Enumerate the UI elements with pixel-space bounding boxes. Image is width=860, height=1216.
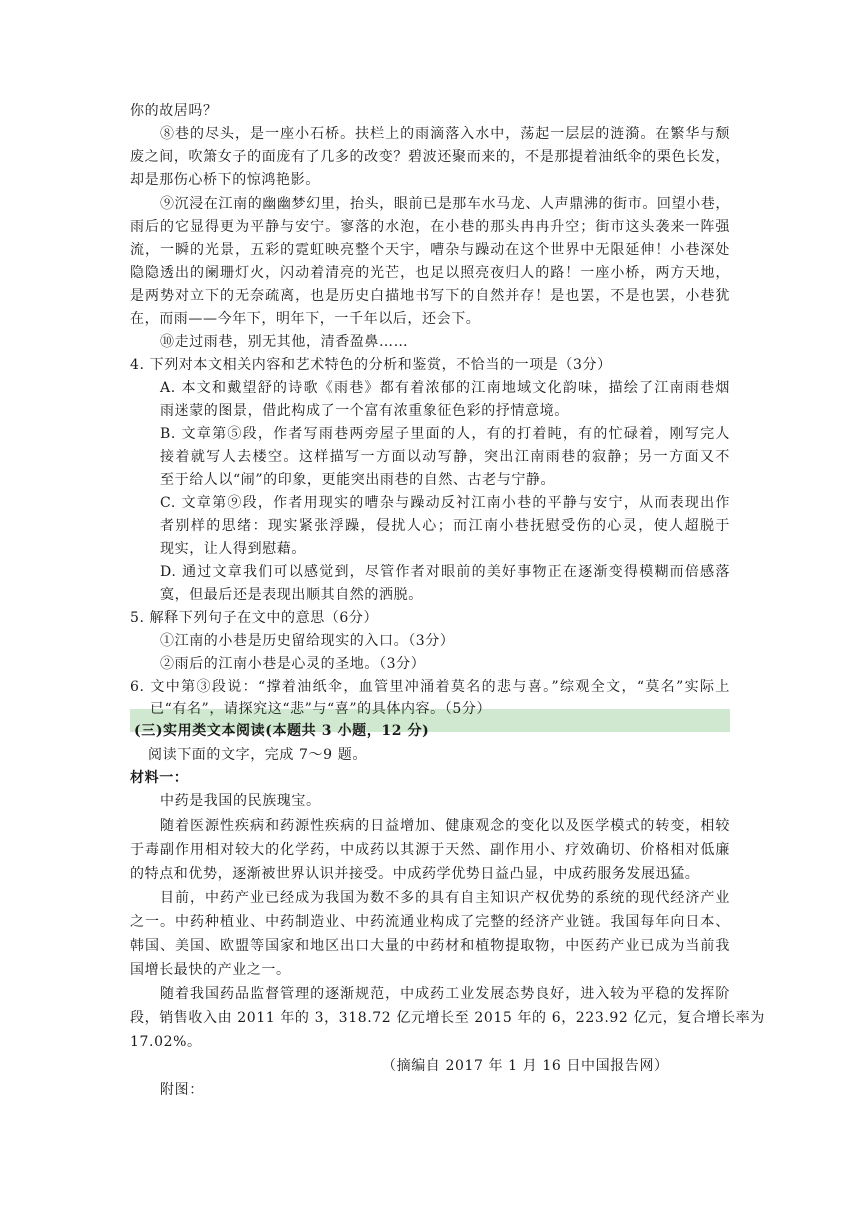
paragraph-9-line: 是两势对立下的无奈疏离，也是历史白描地书写下的自然并存！是也罢，不是也罢，小巷犹 <box>130 288 730 304</box>
paragraph-9-line: 雨后的它显得更为平静与安宁。寥落的水泡，在小巷的那头冉冉升空；街市这头袭来一阵强 <box>130 219 730 235</box>
paragraph-10-line: ⑩走过雨巷，别无其他，清香盈鼻…… <box>160 334 409 350</box>
text-line: 你的故居吗？ <box>130 103 218 119</box>
paragraph-9-line: ⑨沉浸在江南的幽幽梦幻里，抬头，眼前已是那车水马龙、人声鼎沸的街市。回望小巷， <box>160 196 730 212</box>
option-d-line: D. 通过文章我们可以感觉到，尽管作者对眼前的美好事物正在逐渐变得模糊而倍感落 <box>160 564 730 580</box>
material-label: 材料一： <box>130 770 189 786</box>
option-b-line: 至于给人以“闹”的印象，更能突出雨巷的自然、古老与宁静。 <box>160 472 556 488</box>
option-d-line: 寞，但最后还是表现出顺其自然的洒脱。 <box>160 587 423 603</box>
material-line: 目前，中药产业已经成为我国为数不多的具有自主知识产权优势的系统的现代经济产业 <box>160 890 730 906</box>
option-b-line: 接着就写人去楼空。这样描写一方面以动写静，突出江南雨巷的寂静；另一方面又不 <box>160 449 730 465</box>
material-line: 随着医源性疾病和药源性疾病的日益增加、健康观念的变化以及医学模式的转变，相较 <box>160 818 730 834</box>
material-line: 中药是我国的民族瑰宝。 <box>160 793 321 809</box>
option-c-line: C. 文章第⑨段，作者用现实的嘈杂与躁动反衬江南小巷的平静与安宁，从而表现出作 <box>160 495 730 511</box>
option-b-line: B. 文章第⑤段，作者写雨巷两旁屋子里面的人，有的打着盹，有的忙碌着，刚写完人 <box>160 426 730 442</box>
option-c-line: 者别样的思绪：现实紧张浮躁，侵扰人心；而江南小巷抚慰受伤的心灵，使人超脱于 <box>160 518 730 534</box>
material-line: 段，销售收入由 2011 年的 3，318.72 亿元增长至 2015 年的 6，223.92 亿元，复合增长率为 <box>130 1010 765 1026</box>
question-4-title: 4. 下列对本文相关内容和艺术特色的分析和鉴赏，不恰当的一项是（3分） <box>130 357 612 373</box>
option-a-line: 雨迷蒙的图景，借此构成了一个富有浓重象征色彩的抒情意境。 <box>160 403 569 419</box>
material-line: 之一。中药种植业、中药制造业、中药流通业构成了完整的经济产业链。我国每年向日本、 <box>130 914 730 930</box>
question-5-item: ①江南的小巷是历史留给现实的入口。（3分） <box>160 633 455 649</box>
material-line: 17.02%。 <box>130 1034 202 1050</box>
paragraph-9-line: 在，而雨——今年下，明年下，一千年以后，还会下。 <box>130 311 481 327</box>
figure-label: 附图： <box>160 1082 204 1098</box>
paragraph-8-line: 废之间，吹箫女子的面庞有了几多的改变？碧波还聚而来的，不是那提着油纸伞的栗色长发， <box>130 149 730 165</box>
material-line: 国增长最快的产业之一。 <box>130 962 291 978</box>
reading-instruction: 阅读下面的文字，完成 7～9 题。 <box>148 747 367 763</box>
section-heading: (三)实用类文本阅读(本题共 3 小题，12 分) <box>134 723 430 739</box>
question-6-line: 已“有名”，请探究这“悲”与“喜”的具体内容。（5分） <box>150 701 492 717</box>
source-citation: （摘编自 2017 年 1 月 16 日中国报告网） <box>382 1058 669 1074</box>
question-5-item: ②雨后的江南小巷是心灵的圣地。（3分） <box>160 656 426 672</box>
paragraph-8-line: 却是那伤心桥下的惊鸿艳影。 <box>130 172 320 188</box>
option-c-line: 现实，让人得到慰藉。 <box>160 541 306 557</box>
paragraph-9-line: 流，一瞬的光景，五彩的霓虹映亮整个天宇，嘈杂与躁动在这个世界中无限延伸！小巷深处 <box>130 242 730 258</box>
paragraph-8-line: ⑧巷的尽头，是一座小石桥。扶栏上的雨滴落入水中，荡起一层层的涟漪。在繁华与颓 <box>160 126 730 142</box>
question-6-line: 6. 文中第③段说：“撑着油纸伞，血管里冲涌着莫名的悲与喜。”综观全文，“莫名”实际上 <box>130 679 730 695</box>
material-line: 于毒副作用相对较大的化学药，中成药以其源于天然、副作用小、疗效确切、价格相对低廉 <box>130 842 730 858</box>
material-line: 随着我国药品监督管理的逐渐规范，中成药工业发展态势良好，进入较为平稳的发挥阶 <box>160 986 730 1002</box>
paragraph-9-line: 隐隐透出的阑珊灯火，闪动着清亮的光芒，也足以照亮夜归人的路！一座小桥，两方天地， <box>130 265 730 281</box>
material-line: 的特点和优势，逐渐被世界认识并接受。中成药学优势日益凸显，中成药服务发展迅猛。 <box>130 866 700 882</box>
question-5-title: 5. 解释下列句子在文中的意思（6分） <box>130 610 379 626</box>
option-a-line: A. 本文和戴望舒的诗歌《雨巷》都有着浓郁的江南地域文化韵味，描绘了江南雨巷烟 <box>160 380 730 396</box>
material-line: 韩国、美国、欧盟等国家和地区出口大量的中药材和植物提取物，中医药产业已成为当前我 <box>130 938 730 954</box>
